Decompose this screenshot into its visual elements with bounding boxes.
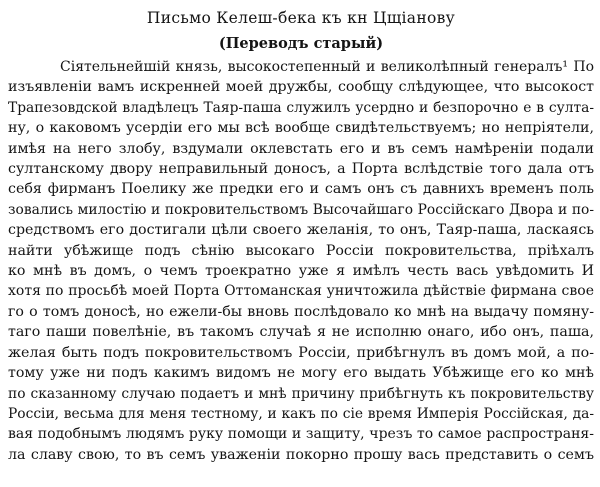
- text-line: ла славу свою, то въ семъ уваженіи покорно прошу вась представить о семъ: [8, 446, 594, 463]
- text-line: по сказанному случаю подаетъ и мнѣ причину прибѣгнуть къ покровительству: [8, 385, 594, 402]
- document-title: Письмо Келеш-бека къ кн Цщіанову: [146, 9, 456, 27]
- text-line: вая подобнымъ людямъ руку помощи и защиту, чрезъ то самое распространя-: [8, 426, 594, 443]
- text-line: изъявленіи вамъ искренней моей дружбы, сообщу слѣдующее, что высокост: [8, 79, 594, 96]
- text-line: тому уже ни подъ какимъ видомъ не могу его выдать Убѣжище его ко мнѣ: [8, 365, 594, 382]
- text-line: Сіятельнейшій князь, высокостепенный и великолѣпный генералъ¹ По: [60, 59, 594, 75]
- text-line: ко мнѣ въ домъ, о чемъ троекратно уже я имѣлъ честь вась увѣдомить И: [8, 263, 594, 280]
- text-line: средствомъ его достигали цѣли своего желанія, то онъ, Таяр-паша, ласкаясь: [8, 222, 594, 239]
- text-line: го о томъ доносѣ, но ежели-бы вновь послѣдовало ко мнѣ на выдачу помяну-: [8, 303, 594, 320]
- letter-body: [8, 57, 594, 465]
- text-line: имѣя на него злобу, вздумали оклевстать его и въ семъ намѣреніи подали: [8, 140, 594, 157]
- text-line: желая быть подъ покровительствомъ Россіи, прибѣгнулъ въ домъ мой, а по-: [8, 344, 594, 361]
- text-line: Трапезовдской владѣлецъ Таяр-паша служилъ усердно и безпорочно е в султа-: [8, 99, 594, 116]
- text-line: себя фирманъ Поелику же предки его и самъ онъ съ давнихъ временъ поль: [8, 181, 594, 198]
- text-line: султанскому двору неправильный доносъ, а Порта вслѣдствіе того дала отъ: [8, 161, 594, 178]
- text-line: найти убѣжище подъ сѣнію высокаго Россіи покровительства, пріѣхалъ: [8, 242, 594, 259]
- document-subtitle: (Переводъ старый): [218, 35, 384, 52]
- text-line: ну, о каковомъ усердіи его мы всѣ вообще свидѣтельствуемъ; но непріятели,: [8, 120, 594, 137]
- text-line: Россіи, весьма для меня тестному, и какъ по сіе время Имперія Россійская, да-: [8, 405, 594, 422]
- text-line: таго паши повелѣніе, въ такомъ случаѣ я не исполню онаго, ибо онъ, паша,: [8, 324, 594, 341]
- text-line: зовались милостію и покровительствомъ Высочайшаго Россійскаго Двора и по-: [8, 201, 594, 218]
- text-line: хотя по просьбѣ моей Порта Оттоманская уничтожила дѣйствіе фирмана свое: [8, 283, 594, 300]
